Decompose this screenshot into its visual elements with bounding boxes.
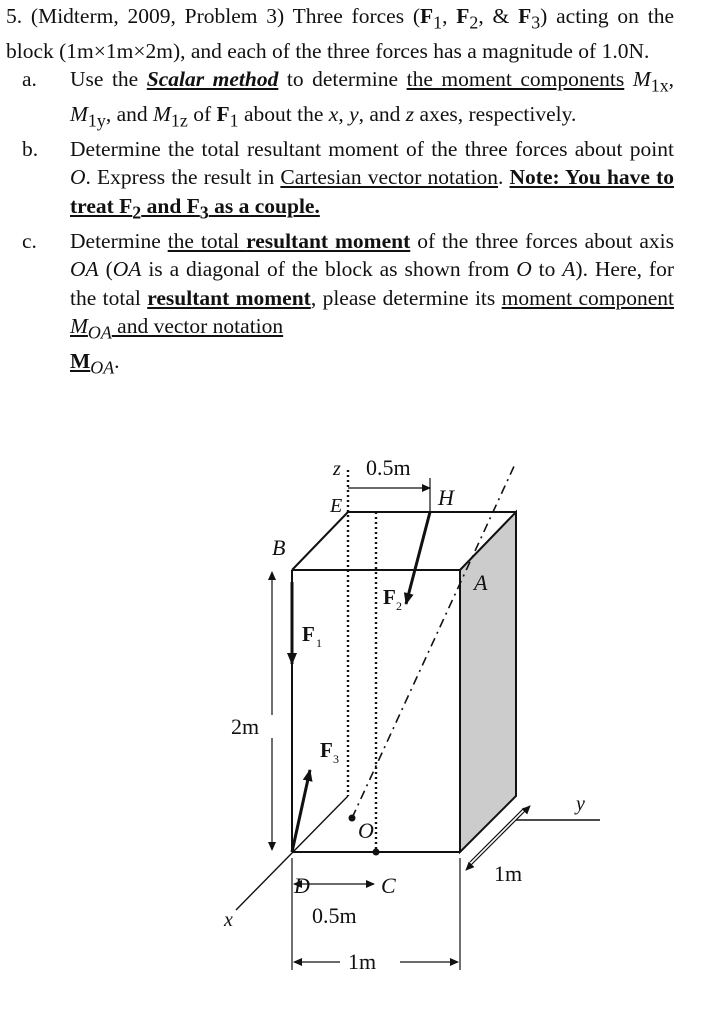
part-c-label: c. [22, 228, 37, 253]
label-f2: F [383, 585, 396, 609]
force-f2-arrow [406, 512, 430, 604]
label-a: A [474, 570, 488, 595]
label-h: H [438, 485, 454, 510]
label-dim-1m-right: 1m [494, 861, 523, 886]
point-c [373, 849, 380, 856]
block-figure [0, 400, 708, 1024]
label-c: C [381, 873, 396, 898]
part-c [6, 227, 674, 382]
part-a-label: a. [22, 67, 37, 92]
label-y-axis: y [576, 793, 585, 815]
point-o [349, 815, 356, 822]
part-b-text: Determine the total resultant moment of the three forces about point O. Express the result in Cartesian vector notation. Note: You have to treat $F_2$ and $F_3$ as a couple. [70, 136, 675, 223]
label-f2-sub: 2 [396, 599, 402, 613]
label-f1-sub: 1 [316, 636, 322, 650]
label-f3-sub: 3 [333, 752, 339, 766]
force-f3-arrow [292, 770, 310, 852]
label-f3: F [320, 738, 333, 762]
part-b-label: b. [22, 136, 39, 161]
part-a [6, 65, 674, 135]
label-dim-top: 0.5m [366, 455, 411, 480]
label-x-axis: x [224, 909, 233, 931]
problem-intro: 5. (Midterm, 2009, Problem 3) Three forces ($F_1$, $F_2$, & $F_3$) acting on the block (1m×1m×2m), and each of the three forces has a magnitude of 1.0N. [6, 4, 674, 63]
label-dim-bottom-1m: 1m [348, 949, 377, 974]
shaded-face [460, 512, 516, 852]
part-a-text: Use the Scalar method to determine the moment components $M_{1x}$, $M_{1y}$, and $M_{1z}$ of $F_1$ about the x, y, and z axes, respectively. [70, 67, 675, 131]
label-d: D [294, 873, 310, 898]
part-b [6, 135, 674, 227]
label-dim-2m: 2m [231, 714, 260, 739]
label-o: O [358, 818, 374, 843]
label-dim-bottom-05: 0.5m [312, 903, 357, 928]
label-f1: F [302, 622, 315, 646]
label-z-axis: z [333, 458, 341, 480]
label-e: E [330, 495, 343, 517]
label-b: B [272, 535, 286, 560]
problem-statement [6, 2, 674, 382]
part-c-text: Determine the total resultant moment of the three forces about axis OA (OA is a diagonal of the block as shown from O to A). Here, for the total resultant moment, please determine its moment component $M_{OA}$ and vector notation $M_{OA}$. [70, 228, 674, 378]
